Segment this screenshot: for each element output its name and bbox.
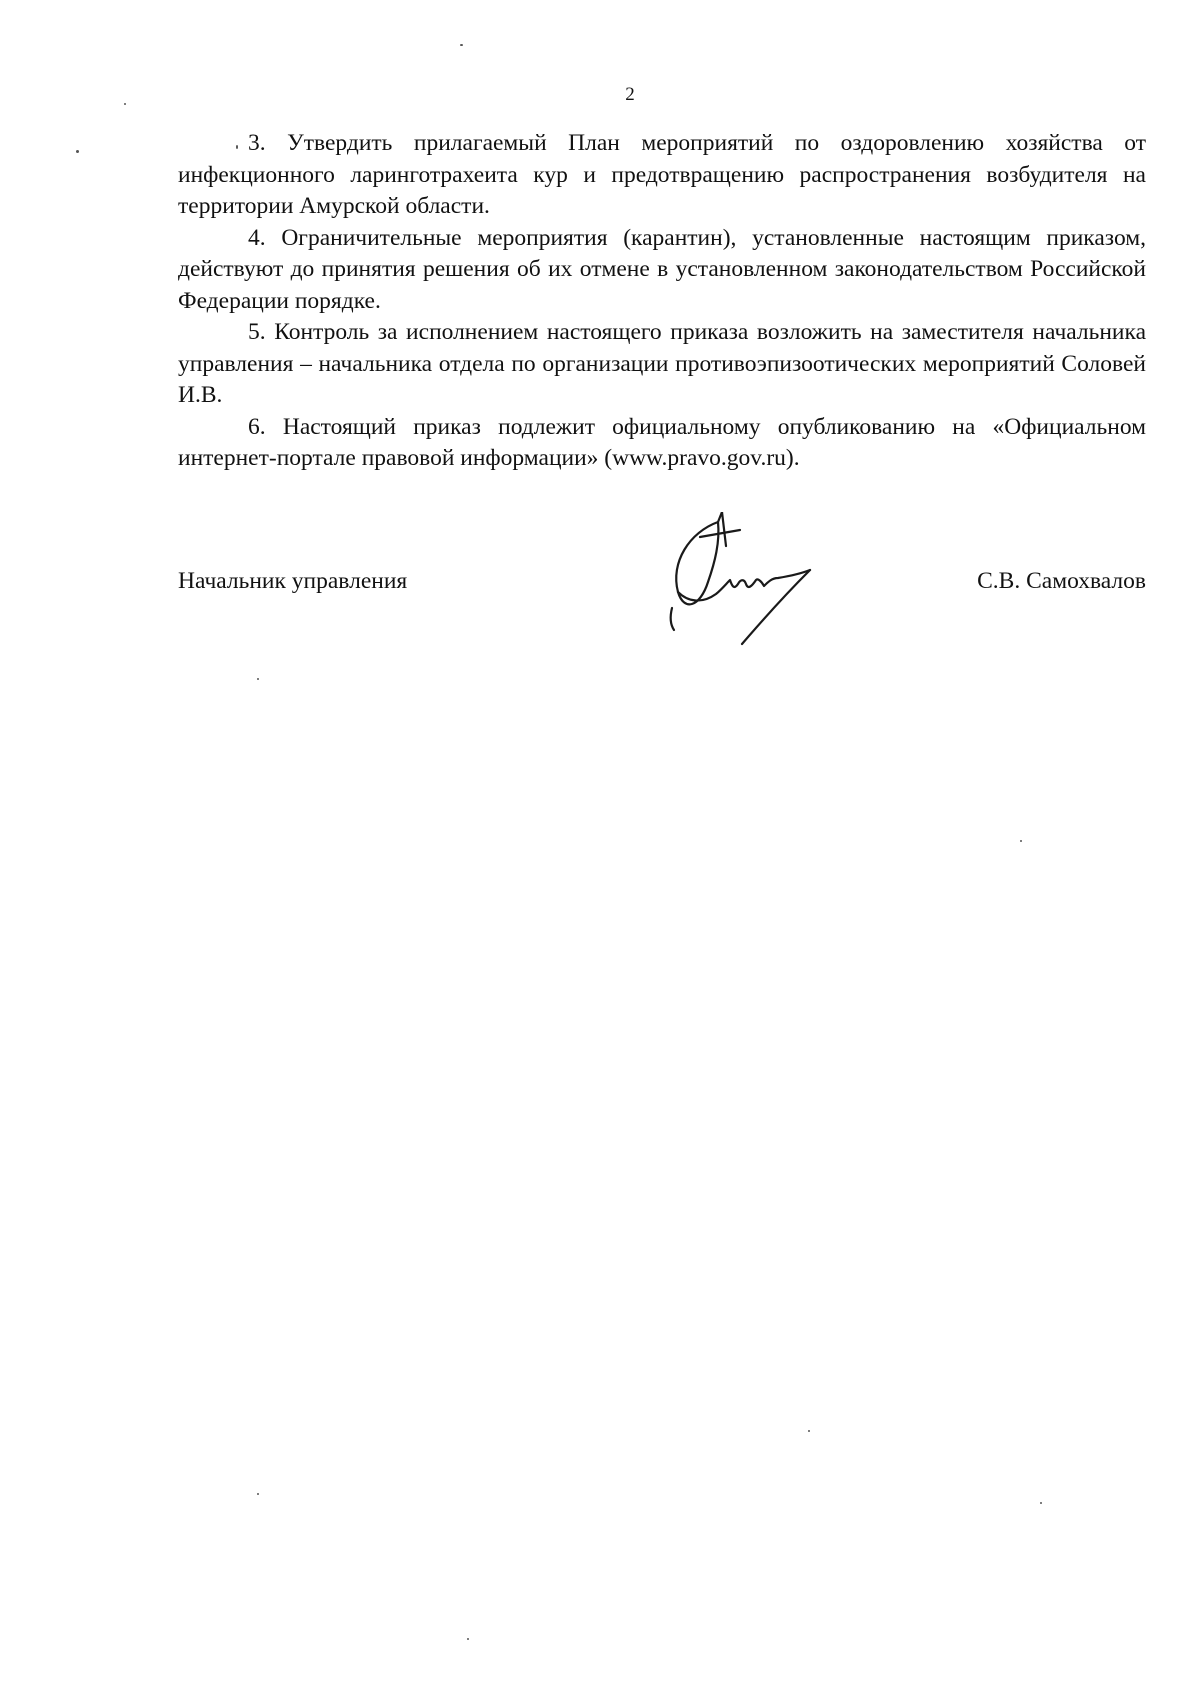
scan-speck: [1020, 840, 1022, 842]
scan-speck: [460, 44, 463, 46]
page-number: 2: [625, 84, 635, 105]
signatory-position: Начальник управления: [178, 568, 408, 594]
scan-speck: [257, 1493, 259, 1495]
scan-speck: [124, 103, 126, 105]
scan-speck: [808, 1430, 810, 1432]
scan-speck: [76, 150, 79, 153]
scan-speck: [1040, 1502, 1042, 1504]
scan-speck: [467, 1638, 469, 1640]
signatory-name: С.В. Самохвалов: [977, 568, 1146, 594]
scan-speck: [257, 678, 259, 680]
handwritten-signature: [660, 512, 860, 652]
scan-speck: [236, 145, 238, 149]
paragraph-6: 6. Настоящий приказ подлежит официальному опубликованию на «Официальном интернет-портале правовой информации» (www.pravo.gov.ru).: [178, 413, 1146, 471]
paragraph-3: 3. Утвердить прилагаемый План мероприятий по оздоровлению хозяйства от инфекционного ларинготрахеита кур и предотвращению распространения возбудителя на территории Амурской области.: [178, 130, 1146, 219]
document-body: [178, 128, 1146, 475]
paragraph-5: 5. Контроль за исполнением настоящего приказа возложить на заместителя начальника управления – начальника отдела по организации противоэпизоотических мероприятий Соловей И.В.: [178, 319, 1146, 408]
paragraph-4: 4. Ограничительные мероприятия (карантин), установленные настоящим приказом, действуют до принятия решения об их отмене в установленном законодательством Российской Федерации порядке.: [178, 224, 1146, 314]
